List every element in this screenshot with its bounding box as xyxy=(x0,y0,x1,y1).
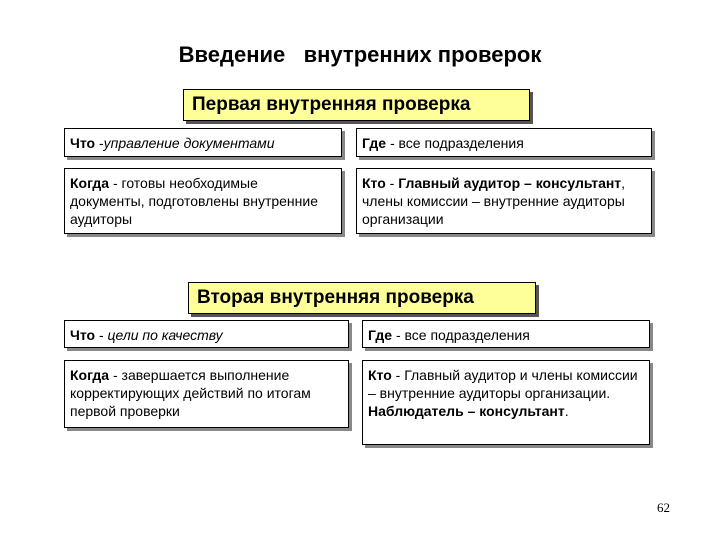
who-separator: - xyxy=(385,175,399,191)
who-label: Кто xyxy=(368,367,392,383)
section-1-who-box xyxy=(356,168,652,234)
section-1-when-box xyxy=(64,168,342,234)
what-label: Что xyxy=(70,135,96,151)
where-value: - все подразделения xyxy=(386,135,524,151)
what-separator: - xyxy=(95,135,104,151)
section-2-who-box xyxy=(362,360,650,445)
who-tail: . xyxy=(564,403,569,419)
what-label: Что xyxy=(70,327,96,343)
section-2-when-box xyxy=(64,360,349,428)
section-2-what-box xyxy=(64,320,349,348)
who-value: , члены комиссии – внутренние аудиторы организации xyxy=(362,175,626,227)
who-value-bold: Наблюдатель – консультант xyxy=(368,403,565,419)
what-separator: - xyxy=(95,327,108,343)
section-2-heading: Вторая внутренняя проверка xyxy=(188,282,536,314)
when-label: Когда xyxy=(70,175,110,191)
section-2-where-box xyxy=(362,320,650,348)
who-label: Кто xyxy=(362,175,386,191)
section-1-where-box xyxy=(356,128,652,157)
where-value: - все подразделения xyxy=(392,327,530,343)
who-value: - Главный аудитор и члены комиссии – внутренние аудиторы организации. xyxy=(368,367,638,401)
when-value: - завершается выполнение корректирующих действий по итогам первой проверки xyxy=(70,367,311,419)
what-value: цели по качеству xyxy=(107,327,223,343)
what-value: управление документами xyxy=(103,135,275,151)
where-label: Где xyxy=(362,135,387,151)
who-value-bold: Главный аудитор – консультант xyxy=(398,175,622,191)
section-1-what-box xyxy=(64,128,342,157)
page-title: Введение внутренних проверок xyxy=(178,42,542,67)
when-label: Когда xyxy=(70,367,110,383)
where-label: Где xyxy=(368,327,393,343)
section-1-heading: Первая внутренняя проверка xyxy=(183,89,530,121)
when-value: - готовы необходимые документы, подготовлены внутренние аудиторы xyxy=(70,175,319,227)
page-number: 62 xyxy=(657,500,670,515)
